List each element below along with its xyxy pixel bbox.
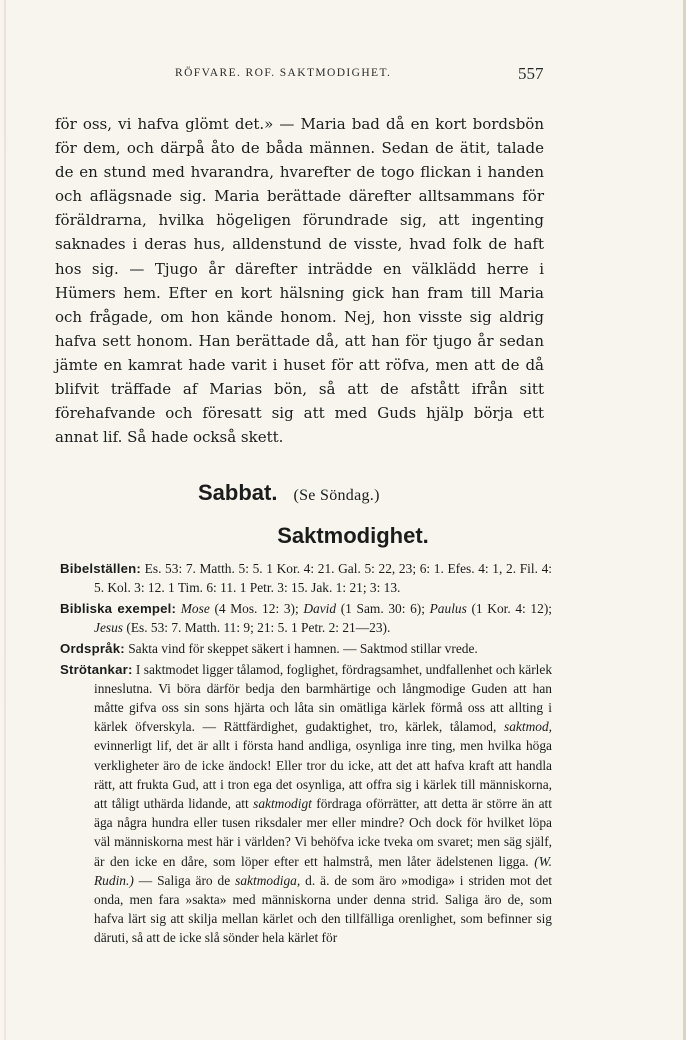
strotankar-italic-saktmodiga: saktmodiga, <box>235 872 301 888</box>
strotankar-text-3: fördraga oförrätter, att detta är större än att äga några hundra eller tusen riksdaler mer eller mindre? Och dock för hvilket löpa väl människorna mest här i världen? Vi behöfva icke tveka om svaret; men säg själf, är den icke en dåre, som löper efter ett halmstrå, men låter ädelstenen ligga. <box>94 795 552 869</box>
running-head: RÖFVARE. ROF. SAKTMODIGHET. <box>175 67 392 79</box>
sabbat-heading: Sabbat. <box>198 480 278 505</box>
strotankar-label: Strötankar: <box>60 661 133 677</box>
strotankar-text-5: d. ä. de som äro »modiga» i striden mot det onda, men fara »sakta» med människorna under denna strid. Saliga äro de, som hafva lärt sig att skilja mellan kärlet och den tillfälliga orenlighet, som befinner sig däruti, så att de icke slå sönder hela kärlet för <box>94 872 553 946</box>
strotankar-text-4: — Saliga äro de <box>133 872 236 888</box>
example-paulus-ref: (1 Kor. 4: 12); <box>466 600 552 616</box>
sabbat-cross-reference: (Se Söndag.) <box>293 487 380 504</box>
strotankar-text-2: evinnerligt lif, det är allt i första hand andliga, osynliga inre ting, men hvilka höga verkligheter äro de icke ändock! Eller tror du icke, att det att hafva kraft att handla rätt, att frukta Gud, att i tron ega det osynliga, att offra sig i kärlek till människorna, att tåligt uthärda lidande, att <box>94 738 552 811</box>
page-header <box>0 64 686 88</box>
ordsprak-label: Ordspråk: <box>60 640 125 656</box>
body-text <box>55 112 544 449</box>
page-edge-shadow <box>4 0 6 1040</box>
bibelstallen-entry <box>60 559 552 597</box>
ordsprak-entry <box>60 639 552 658</box>
bibelstallen-label: Bibelställen: <box>60 561 142 576</box>
strotankar-text-1: I saktmodet ligger tålamod, foglighet, fördragsamhet, undfallenhet och kärlek inneslutna. Vi böra därför bedja den barmhärtige och långmodige Guden att han måtte gifva oss sin sons hjärta och låta sin omätliga kärlek förmå oss att allting i kärlek öfverskyla. — Rättfärdighet, gudaktighet, tro, kärlek, tålamod, <box>94 661 553 735</box>
example-jesus-ref: (Es. 53: 7. Matth. 11: 9; 21: 5. 1 Petr. 2: 21—23). <box>123 620 391 636</box>
saktmodighet-entries <box>60 559 552 948</box>
example-paulus: Paulus <box>429 600 467 616</box>
story-paragraph: för oss, vi hafva glömt det.» — Maria bad då en kort bordsbön för dem, och därpå åto de båda männen. Sedan de ätit, talade de en stund med hvarandra, hvarefter de togo flickan i handen och aflägsnade sig. Maria berättade därefter alltsammans för föräldrarna, hvilka högeligen förundrade sig, att ingenting saknades i deras hus, alldenstund de visste, hvad folk de haft hos sig. — Tjugo år därefter inträdde en välklädd herre i Hümers hem. Efter en kort hälsning gick han fram till Maria och frågade, om hon kände honom. Nej, hon visste sig aldrig hafva sett honom. Han berättade då, att han för tjugo år sedan jämte en kamrat hade varit i huset för att röfva, men att de då blifvit träffade af Marias bön, så att de afstått ifrån sitt förehafvande och föresatt sig att med Guds hjälp börja ett annat lif. Så hade också skett. <box>55 115 544 447</box>
bibelstallen-text: Es. 53: 7. Matth. 5: 5. 1 Kor. 4: 21. Gal. 5: 22, 23; 6: 1. Efes. 4: 1, 2. Fil. 4: 5. Kol. 3: 12. 1 Tim. 6: 11. 1 Petr. 3: 15. Jak. 1: 21; 3: 13. <box>94 561 552 596</box>
example-mose-ref: (4 Mos. 12: 3); <box>209 600 304 616</box>
ordsprak-text: Sakta vind för skeppet säkert i hamnen. — Saktmod stillar vrede. <box>128 640 478 656</box>
bibliska-exempel-entry <box>60 599 552 637</box>
strotankar-author: (W. Rudin.) <box>94 853 552 888</box>
example-jesus: Jesus <box>94 620 124 636</box>
strotankar-italic-saktmod: saktmod, <box>504 719 552 735</box>
strotankar-entry <box>60 660 552 948</box>
saktmodighet-heading: Saktmodighet. <box>277 523 429 548</box>
sabbat-entry <box>198 480 578 506</box>
bibliska-exempel-label: Bibliska exempel: <box>60 600 177 616</box>
example-david-ref: (1 Sam. 30: 6); <box>336 600 430 616</box>
page-number: 557 <box>518 64 544 83</box>
strotankar-italic-saktmodigt: saktmodigt <box>253 795 312 811</box>
example-david: David <box>303 600 337 616</box>
example-mose: Mose <box>180 600 210 616</box>
